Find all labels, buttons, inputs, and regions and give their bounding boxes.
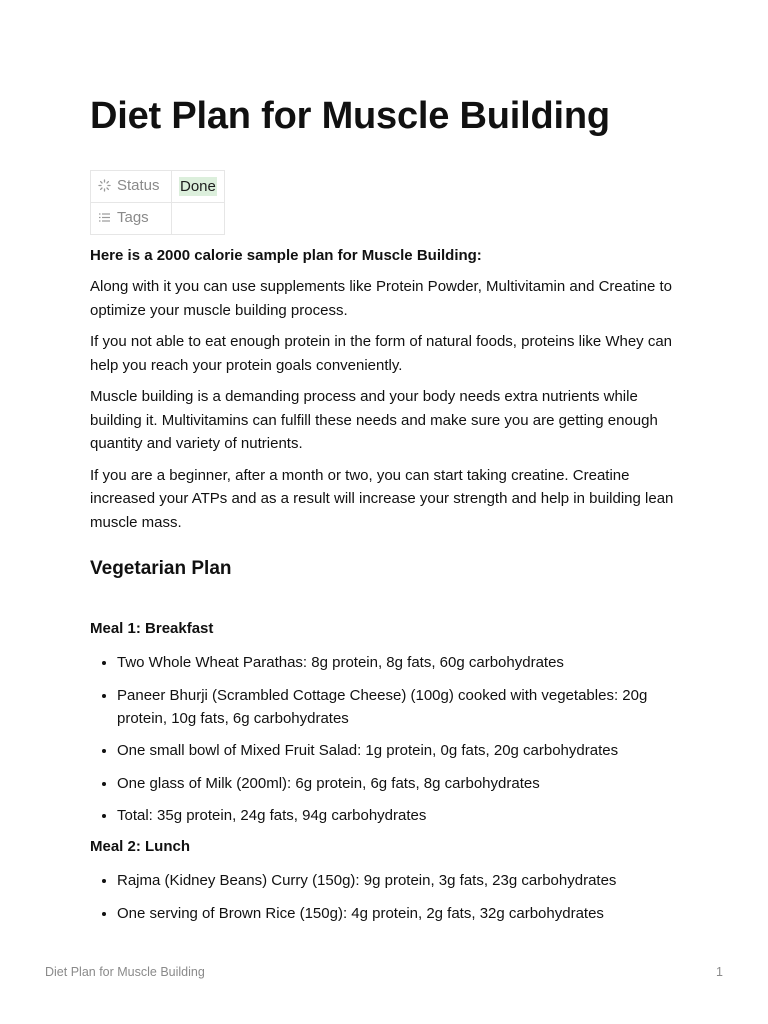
footer-title: Diet Plan for Muscle Building (45, 965, 205, 979)
list-item: • One small bowl of Mixed Fruit Salad: 1g protein, 0g fats, 20g carbohydrates (117, 739, 690, 762)
document-body (90, 244, 690, 934)
list-item: • Rajma (Kidney Beans) Curry (150g): 9g protein, 3g fats, 23g carbohydrates (117, 869, 690, 892)
meal-item-list (90, 651, 690, 827)
meal-heading: Meal 1: Breakfast (90, 620, 214, 637)
paragraph: If you not able to eat enough protein in the form of natural foods, proteins like Whey can help you reach your protein goals conveniently. (90, 333, 673, 374)
meal-item-list (90, 869, 690, 925)
meal-heading: Meal 2: Lunch (90, 838, 191, 855)
page-title: Diet Plan for Muscle Building (90, 95, 610, 137)
property-row-status (91, 171, 225, 203)
list-item: • Two Whole Wheat Parathas: 8g protein, 8g fats, 60g carbohydrates (117, 651, 690, 674)
section-heading: Vegetarian Plan (90, 558, 232, 579)
status-label: Status (117, 177, 160, 194)
list-item: • Total: 35g protein, 24g fats, 94g carbohydrates (117, 804, 690, 827)
status-badge: Done (180, 178, 216, 195)
list-item: • One serving of Brown Rice (150g): 4g protein, 2g fats, 32g carbohydrates (117, 902, 690, 925)
property-key-status (91, 171, 172, 203)
paragraph: If you are a beginner, after a month or two, you can start taking creatine. Creatine increased your ATPs and as a result will increase your strength and help in building lean muscle mass. (90, 466, 674, 531)
property-value-status[interactable] (172, 171, 225, 203)
list-icon (98, 211, 112, 228)
properties-table (90, 170, 225, 235)
paragraph: Muscle building is a demanding process and your body needs extra nutrients while building it. Multivitamins can fulfill these needs and make sure you are getting enough quantity and variety of nutrients. (90, 388, 658, 452)
paragraph: Along with it you can use supplements like Protein Powder, Multivitamin and Creatine to optimize your muscle building process. (90, 278, 672, 319)
page-number: 1 (716, 965, 723, 979)
intro-text: Here is a 2000 calorie sample plan for Muscle Building: (90, 247, 482, 264)
list-item: • Paneer Bhurji (Scrambled Cottage Cheese) (100g) cooked with vegetables: 20g protein, 10g fats, 6g carbohydrates (117, 684, 690, 730)
loading-circle-icon (98, 179, 112, 196)
tags-label: Tags (117, 209, 149, 226)
list-item: • One glass of Milk (200ml): 6g protein, 6g fats, 8g carbohydrates (117, 772, 690, 795)
property-value-tags[interactable] (172, 203, 225, 235)
property-row-tags (91, 203, 225, 235)
property-key-tags (91, 203, 172, 235)
